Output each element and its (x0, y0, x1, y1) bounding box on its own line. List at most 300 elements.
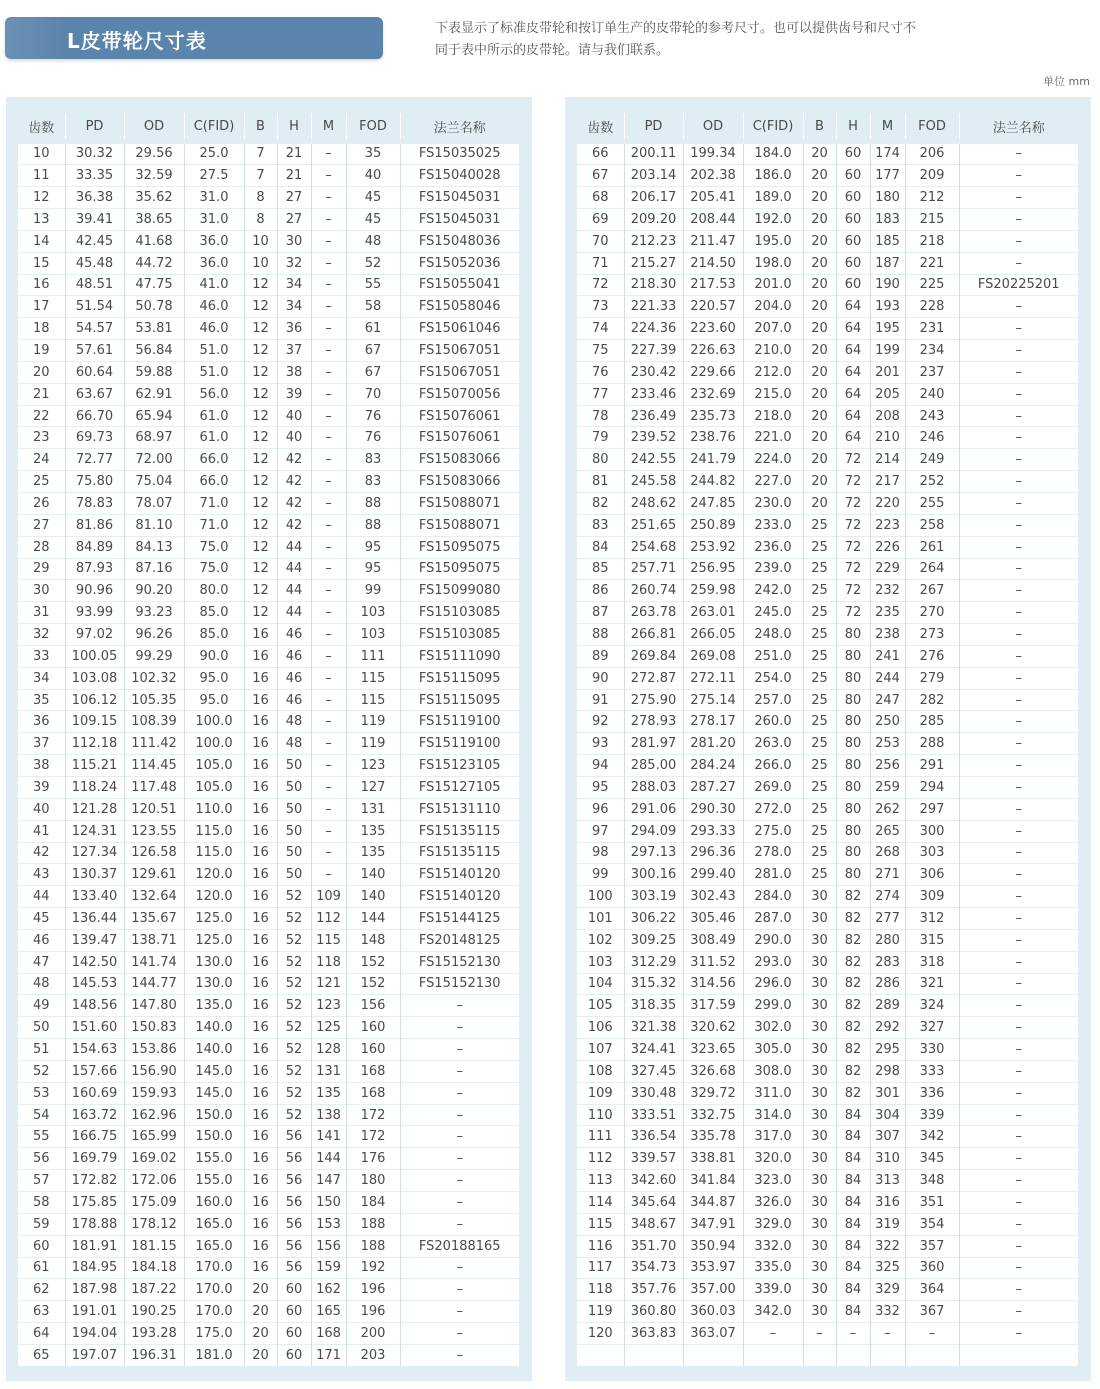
page-title: L皮带轮尺寸表 (67, 29, 207, 53)
table-cell: 295 (870, 1039, 905, 1061)
table-cell: – (311, 624, 346, 646)
table-cell (803, 1344, 836, 1366)
table-cell: – (311, 558, 346, 580)
table-cell: 201.0 (743, 274, 803, 296)
table-cell: 145.0 (184, 1082, 244, 1104)
table-cell: 162 (311, 1279, 346, 1301)
table-cell: 12 (244, 471, 277, 493)
table-cell: 345.64 (624, 1192, 683, 1214)
table-cell: 304 (870, 1104, 905, 1126)
table-row (577, 1060, 1078, 1082)
table-cell: 255 (905, 493, 959, 515)
table-cell: – (959, 1192, 1078, 1214)
table-cell: 309 (905, 886, 959, 908)
table-cell: – (959, 405, 1078, 427)
table-cell: 47.75 (124, 274, 184, 296)
table-cell: 25 (803, 667, 836, 689)
table-cell: 63.67 (65, 383, 124, 405)
table-cell: – (959, 558, 1078, 580)
table-cell: 30 (803, 995, 836, 1017)
table-cell: 336 (905, 1082, 959, 1104)
table-cell: 281.97 (624, 733, 683, 755)
table-cell: – (311, 165, 346, 187)
table-cell: 46 (18, 929, 65, 951)
table-cell: 16 (244, 711, 277, 733)
table-cell: – (870, 1323, 905, 1345)
table-cell: 25 (803, 602, 836, 624)
table-cell: 181.15 (124, 1235, 184, 1257)
table-cell: 125.0 (184, 929, 244, 951)
column-header: H (836, 113, 870, 139)
table-cell: 14 (18, 230, 65, 252)
table-cell: 253.92 (683, 536, 743, 558)
table-cell: FS15119100 (400, 733, 519, 755)
table-cell: 49 (18, 995, 65, 1017)
table-cell: 225 (905, 274, 959, 296)
table-cell: 214.50 (683, 252, 743, 274)
table-cell: 90.20 (124, 580, 184, 602)
table-cell: 165 (311, 1301, 346, 1323)
table-cell: 40 (346, 165, 400, 187)
table-cell: 336.54 (624, 1126, 683, 1148)
table-cell: 72 (836, 449, 870, 471)
table-cell: 350.94 (683, 1235, 743, 1257)
table-cell: 175.0 (184, 1323, 244, 1345)
column-header: 齿数 (28, 120, 55, 136)
table-cell: 10 (18, 143, 65, 165)
table-cell: 111.42 (124, 733, 184, 755)
table-cell: 342 (905, 1126, 959, 1148)
table-cell: 38.65 (124, 209, 184, 231)
table-cell: 42 (277, 471, 311, 493)
table-cell: 232 (870, 580, 905, 602)
table-cell: 235 (870, 602, 905, 624)
table-cell: 363.07 (683, 1323, 743, 1345)
table-cell: 33.35 (65, 165, 124, 187)
column-header: B (803, 113, 836, 139)
table-cell: 272.0 (743, 798, 803, 820)
table-cell: 11 (18, 165, 65, 187)
table-cell: 56 (277, 1126, 311, 1148)
table-row (577, 427, 1078, 449)
table-row (18, 318, 519, 340)
table-cell: 48 (18, 973, 65, 995)
table-cell: 20 (803, 449, 836, 471)
table-cell: 27.5 (184, 165, 244, 187)
table-cell: – (311, 230, 346, 252)
table-cell: 114 (577, 1192, 624, 1214)
table-cell: 305.46 (683, 908, 743, 930)
table-cell: FS15140120 (400, 864, 519, 886)
table-row (18, 1235, 519, 1257)
table-cell: 56 (277, 1213, 311, 1235)
table-cell: 200.11 (624, 143, 683, 165)
table-cell: 187.98 (65, 1279, 124, 1301)
table-cell: 64 (836, 361, 870, 383)
column-header: 齿数 (587, 120, 614, 136)
table-cell: 231 (905, 318, 959, 340)
table-cell: 308.0 (743, 1060, 803, 1082)
table-cell: 20 (244, 1344, 277, 1366)
table-cell: 330 (905, 1039, 959, 1061)
table-cell: 141.74 (124, 951, 184, 973)
table-cell: 80 (836, 689, 870, 711)
table-cell: 141 (311, 1126, 346, 1148)
table-cell: 332.75 (683, 1104, 743, 1126)
table-cell: 71.0 (184, 493, 244, 515)
table-cell: 16 (244, 1039, 277, 1061)
table-cell: – (311, 733, 346, 755)
table-cell: 292 (870, 1017, 905, 1039)
table-cell: 103.08 (65, 667, 124, 689)
table-cell: 56 (277, 1170, 311, 1192)
table-cell: 30 (803, 908, 836, 930)
table-cell: 59.88 (124, 361, 184, 383)
table-cell: 140.0 (184, 1017, 244, 1039)
table-cell: 290.30 (683, 798, 743, 820)
table-cell: 12 (244, 580, 277, 602)
column-header: 法兰名称 (400, 113, 519, 139)
table-row (18, 405, 519, 427)
table-cell: 322 (870, 1235, 905, 1257)
table-cell: 25 (803, 864, 836, 886)
table-cell: 249 (905, 449, 959, 471)
table-cell: 126.58 (124, 842, 184, 864)
table-cell: 329.0 (743, 1213, 803, 1235)
table-cell: 29.56 (124, 143, 184, 165)
table-row (577, 733, 1078, 755)
table-cell: FS15088071 (400, 514, 519, 536)
table-cell: 238.76 (683, 427, 743, 449)
table-cell: 321 (905, 973, 959, 995)
table-cell: 263.01 (683, 602, 743, 624)
table-cell: 109 (311, 886, 346, 908)
table-cell: 338.81 (683, 1148, 743, 1170)
table-cell: 278.93 (624, 711, 683, 733)
table-cell: 12 (18, 187, 65, 209)
table-cell: FS15115095 (400, 667, 519, 689)
table-cell: 150.0 (184, 1126, 244, 1148)
table-cell: 168 (346, 1082, 400, 1104)
table-cell: 260.0 (743, 711, 803, 733)
table-cell: 57 (18, 1170, 65, 1192)
table-cell: FS15144125 (400, 908, 519, 930)
table-cell: 321.38 (624, 1017, 683, 1039)
table-cell: 160.0 (184, 1192, 244, 1214)
table-cell: 68 (577, 187, 624, 209)
table-cell: 80 (836, 820, 870, 842)
column-header: C(FID) (184, 113, 244, 139)
table-cell: 30 (803, 1279, 836, 1301)
table-cell: 303.19 (624, 886, 683, 908)
table-cell: 20 (18, 361, 65, 383)
table-cell: 97 (577, 820, 624, 842)
table-cell: 84 (836, 1235, 870, 1257)
table-cell: 208.44 (683, 209, 743, 231)
table-row (577, 1192, 1078, 1214)
table-cell: 209.20 (624, 209, 683, 231)
table-cell: 50 (277, 776, 311, 798)
table-cell: 99.29 (124, 645, 184, 667)
table-cell: 70 (346, 383, 400, 405)
table-cell: 25 (803, 798, 836, 820)
table-cell: 16 (244, 864, 277, 886)
table-cell: 217 (870, 471, 905, 493)
table-cell: 34 (277, 296, 311, 318)
table-cell: 150.83 (124, 1017, 184, 1039)
table-cell: 16 (244, 951, 277, 973)
table-cell: 87.93 (65, 558, 124, 580)
table-cell: 210.0 (743, 340, 803, 362)
table-cell: – (959, 1301, 1078, 1323)
table-cell: 268 (870, 842, 905, 864)
table-cell: 296.36 (683, 842, 743, 864)
table-row (577, 1082, 1078, 1104)
table-cell: 61.0 (184, 405, 244, 427)
table-cell: 85.0 (184, 602, 244, 624)
table-cell: – (400, 1301, 519, 1323)
table-cell: 124.31 (65, 820, 124, 842)
table-cell: 244.82 (683, 471, 743, 493)
table-cell: 115 (311, 929, 346, 951)
table-cell: 78.07 (124, 493, 184, 515)
table-cell: FS15070056 (400, 383, 519, 405)
table-cell: 32.59 (124, 165, 184, 187)
table-cell: 82 (836, 908, 870, 930)
table-cell: 29 (18, 558, 65, 580)
table-cell: – (959, 929, 1078, 951)
table-cell: 269.84 (624, 645, 683, 667)
table-cell: 62 (18, 1279, 65, 1301)
table-cell: 142.50 (65, 951, 124, 973)
table-cell: 87 (577, 602, 624, 624)
table-cell: – (311, 143, 346, 165)
table-cell: 271 (870, 864, 905, 886)
table-cell: – (959, 602, 1078, 624)
table-cell: 65 (18, 1344, 65, 1366)
table-cell: 76 (577, 361, 624, 383)
table-cell: 277 (870, 908, 905, 930)
table-cell: 194.04 (65, 1323, 124, 1345)
table-cell: 10 (244, 252, 277, 274)
table-row (18, 383, 519, 405)
table-cell: 93.23 (124, 602, 184, 624)
table-row (577, 667, 1078, 689)
table-cell: 335.78 (683, 1126, 743, 1148)
table-cell: 267 (905, 580, 959, 602)
table-cell: 25 (803, 645, 836, 667)
table-cell: 153.86 (124, 1039, 184, 1061)
table-cell: 240 (905, 383, 959, 405)
table-cell: 16 (244, 776, 277, 798)
table-cell: 214 (870, 449, 905, 471)
table-cell: 242.55 (624, 449, 683, 471)
table-cell: 102 (577, 929, 624, 951)
table-cell: 165.99 (124, 1126, 184, 1148)
table-cell: – (400, 1344, 519, 1366)
table-cell: 72 (836, 558, 870, 580)
table-cell: 72.77 (65, 449, 124, 471)
table-cell: 284.24 (683, 755, 743, 777)
table-cell: 342.60 (624, 1170, 683, 1192)
table-cell: 54.57 (65, 318, 124, 340)
table-row (577, 449, 1078, 471)
table-cell: – (959, 645, 1078, 667)
table-cell: – (311, 274, 346, 296)
table-cell: 75 (577, 340, 624, 362)
table-cell: FS15048036 (400, 230, 519, 252)
table-cell: – (959, 1104, 1078, 1126)
table-row (18, 755, 519, 777)
table-cell: – (311, 842, 346, 864)
table-cell: 199 (870, 340, 905, 362)
table-cell: 36.38 (65, 187, 124, 209)
table-cell: 347.91 (683, 1213, 743, 1235)
table-cell: – (400, 1017, 519, 1039)
table-cell: 127.34 (65, 842, 124, 864)
table-cell: 301 (870, 1082, 905, 1104)
intro-line-2: 同于表中所示的皮带轮。请与我们联系。 (435, 43, 670, 58)
table-cell: 245.58 (624, 471, 683, 493)
table-cell: 35.62 (124, 187, 184, 209)
table-cell: – (959, 536, 1078, 558)
table-cell: 170.0 (184, 1279, 244, 1301)
table-cell: 67 (577, 165, 624, 187)
table-cell: – (400, 995, 519, 1017)
table-cell: 13 (18, 209, 65, 231)
table-cell: 30 (803, 1039, 836, 1061)
table-cell: 71.0 (184, 514, 244, 536)
table-cell: 7 (244, 165, 277, 187)
table-cell: – (311, 471, 346, 493)
table-cell: 75.0 (184, 558, 244, 580)
table-cell: 265 (870, 820, 905, 842)
table-cell: 40 (277, 427, 311, 449)
table-cell: 155.0 (184, 1170, 244, 1192)
table-cell: 52 (277, 908, 311, 930)
table-row (18, 1301, 519, 1323)
table-row (18, 1213, 519, 1235)
table-cell: 25 (803, 755, 836, 777)
table-cell: 224.36 (624, 318, 683, 340)
table-cell: 44 (277, 536, 311, 558)
table-cell: 180 (346, 1170, 400, 1192)
table-cell: 159 (311, 1257, 346, 1279)
table-cell: 84 (577, 536, 624, 558)
table-cell: 84 (836, 1301, 870, 1323)
table-cell: 196 (346, 1301, 400, 1323)
table-cell: 66.0 (184, 449, 244, 471)
table-cell: 84 (836, 1257, 870, 1279)
table-cell: 233.0 (743, 514, 803, 536)
table-cell: – (311, 820, 346, 842)
table-cell: 97.02 (65, 624, 124, 646)
table-cell: 111 (577, 1126, 624, 1148)
column-header: C(FID) (743, 113, 803, 139)
table-cell: 80 (836, 798, 870, 820)
table-cell: 242.0 (743, 580, 803, 602)
table-cell: – (959, 1148, 1078, 1170)
table-cell: – (959, 383, 1078, 405)
table-cell: 16 (244, 1082, 277, 1104)
table-cell: 140 (346, 864, 400, 886)
table-cell: 60 (836, 165, 870, 187)
table-cell: 299.0 (743, 995, 803, 1017)
table-cell: 269.0 (743, 776, 803, 798)
table-cell: FS15061046 (400, 318, 519, 340)
table-cell: 30 (803, 973, 836, 995)
table-cell: 30 (803, 929, 836, 951)
table-cell: 12 (244, 361, 277, 383)
table-cell: 354 (905, 1213, 959, 1235)
table-row (18, 1323, 519, 1345)
table-cell: 170.0 (184, 1257, 244, 1279)
table-cell: 177 (870, 165, 905, 187)
table-cell: 204.0 (743, 296, 803, 318)
table-cell: 317.59 (683, 995, 743, 1017)
table-cell: – (400, 1192, 519, 1214)
table-cell: 211.47 (683, 230, 743, 252)
table-cell: 46 (277, 645, 311, 667)
table-row (18, 624, 519, 646)
table-cell: 152 (346, 951, 400, 973)
table-cell: 206.17 (624, 187, 683, 209)
table-row (18, 143, 519, 165)
table-cell: 20 (803, 361, 836, 383)
table-cell: – (743, 1323, 803, 1345)
table-cell: 302.0 (743, 1017, 803, 1039)
table-cell: 37 (277, 340, 311, 362)
table-cell: 116 (577, 1235, 624, 1257)
table-row (577, 274, 1078, 296)
table-cell: 105.0 (184, 755, 244, 777)
table-cell: 83 (346, 449, 400, 471)
table-row (577, 143, 1078, 165)
table-cell: 16 (244, 995, 277, 1017)
table-cell: 84 (836, 1213, 870, 1235)
table-cell: 16 (244, 820, 277, 842)
table-cell: 119 (346, 733, 400, 755)
table-cell: 80.0 (184, 580, 244, 602)
table-cell: 278.0 (743, 842, 803, 864)
table-cell: 130.37 (65, 864, 124, 886)
table-cell: 45 (18, 908, 65, 930)
table-cell: 16 (244, 667, 277, 689)
table-cell: – (400, 1148, 519, 1170)
table-cell: 23 (18, 427, 65, 449)
table-cell (836, 1344, 870, 1366)
table-cell: 236.0 (743, 536, 803, 558)
table-cell: 184 (346, 1192, 400, 1214)
table-cell: 120.51 (124, 798, 184, 820)
table-cell: 160.69 (65, 1082, 124, 1104)
table-row (18, 645, 519, 667)
table-cell: 50 (277, 864, 311, 886)
table-cell: 61.0 (184, 427, 244, 449)
table-cell: FS15067051 (400, 361, 519, 383)
table-cell: 138.71 (124, 929, 184, 951)
intro-line-1: 下表显示了标准皮带轮和按订单生产的皮带轮的参考尺寸。也可以提供齿号和尺寸不 (435, 21, 917, 36)
table-row (18, 340, 519, 362)
table-cell: 166.75 (65, 1126, 124, 1148)
table-cell: 272.11 (683, 667, 743, 689)
table-cell: 12 (244, 340, 277, 362)
table-cell: 323.0 (743, 1170, 803, 1192)
table-row (577, 842, 1078, 864)
table-cell: 247.85 (683, 493, 743, 515)
table-cell: 348.67 (624, 1213, 683, 1235)
table-cell: 21 (277, 165, 311, 187)
